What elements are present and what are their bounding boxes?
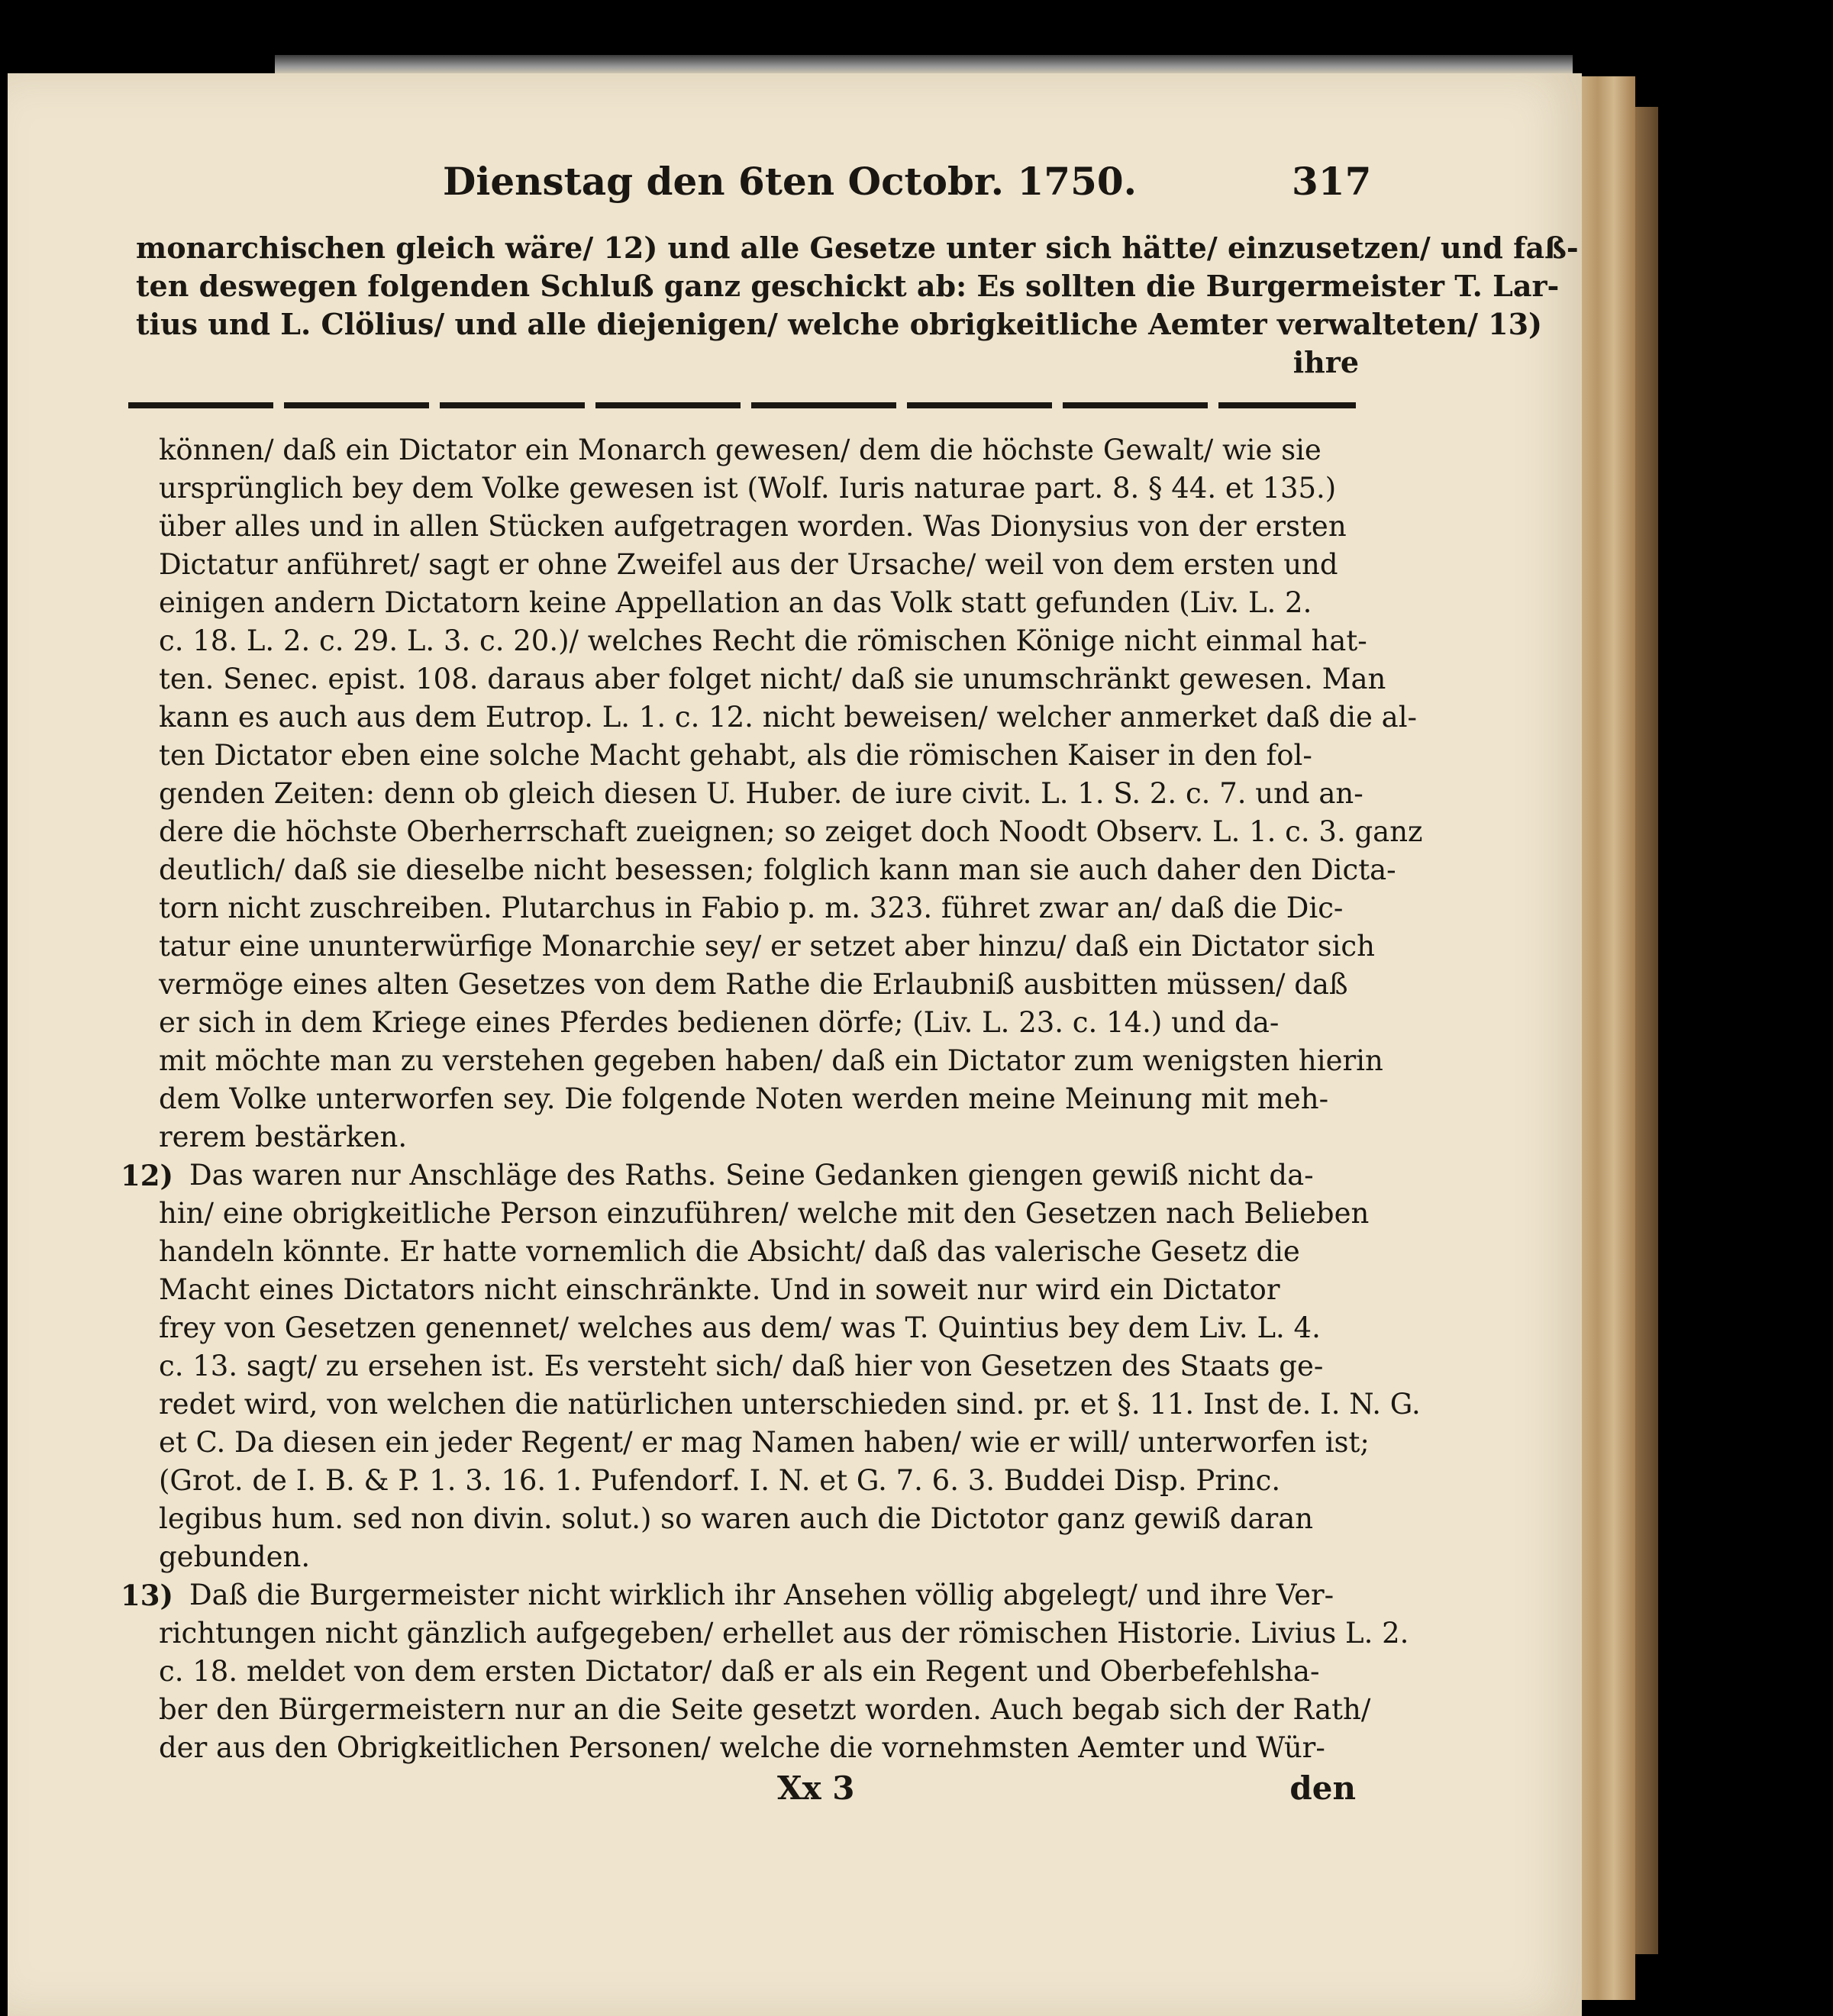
- footnote-line: ber den Bürgermeistern nur an die Seite gesetzt worden. Auch begab sich der Rath/: [159, 1693, 1371, 1726]
- main-line: tius und L. Clölius/ und alle diejenigen/ welche obrigkeitliche Aemter verwalteten/ 13): [136, 307, 1543, 341]
- footnote-line: über alles und in allen Stücken aufgetragen worden. Was Dionysius von der ersten: [159, 510, 1347, 543]
- footnote-line: c. 13. sagt/ zu ersehen ist. Es versteht sich/ daß hier von Gesetzen des Staats ge-: [159, 1350, 1324, 1382]
- footnote-marker: 13): [121, 1579, 173, 1612]
- footnote-line: rerem bestärken.: [159, 1121, 408, 1153]
- page-top-edge: [275, 55, 1573, 75]
- footnote-line: Dictatur anführet/ sagt er ohne Zweifel aus der Ursache/ weil von dem ersten und: [159, 548, 1338, 581]
- book-binding-edge: [1635, 107, 1658, 1954]
- footnote-line: torn nicht zuschreiben. Plutarchus in Fabio p. m. 323. führet zwar an/ daß die Dic-: [159, 892, 1344, 924]
- footnote-line: redet wird, von welchen die natürlichen unterschieden sind. pr. et §. 11. Inst de. I. N. G.: [159, 1388, 1421, 1421]
- footnote-line: dem Volke unterworfen sey. Die folgende Noten werden meine Meinung mit meh-: [159, 1082, 1329, 1115]
- footnote-line: c. 18. L. 2. c. 29. L. 3. c. 20.)/ welches Recht die römischen Könige nicht einmal hat-: [159, 624, 1367, 657]
- footnote-line: er sich in dem Kriege eines Pferdes bedienen dörfe; (Liv. L. 23. c. 14.) und da-: [159, 1006, 1280, 1039]
- footnote-line: der aus den Obrigkeitlichen Personen/ welche die vornehmsten Aemter und Wür-: [159, 1731, 1325, 1764]
- footnote-line: ten. Senec. epist. 108. daraus aber folget nicht/ daß sie unumschränkt gewesen. Man: [159, 663, 1386, 695]
- footnote-line: dere die höchste Oberherrschaft zueignen; so zeiget doch Noodt Observ. L. 1. c. 3. ganz: [159, 815, 1423, 848]
- footnote-line: Macht eines Dictators nicht einschränkte. Und in soweit nur wird ein Dictator: [159, 1273, 1280, 1306]
- signature-mark: Xx 3: [777, 1769, 855, 1807]
- catchword: den: [1289, 1769, 1356, 1807]
- footnote-line: mit möchte man zu verstehen gegeben haben/ daß ein Dictator zum wenigsten hierin: [159, 1044, 1383, 1077]
- footnote-line: tatur eine ununterwürfige Monarchie sey/ er setzet aber hinzu/ daß ein Dictator sich: [159, 930, 1375, 963]
- footnote-line: hin/ eine obrigkeitliche Person einzuführen/ welche mit den Gesetzen nach Belieben: [159, 1197, 1370, 1230]
- footnote-line: kann es auch aus dem Eutrop. L. 1. c. 12. nicht beweisen/ welcher anmerket daß die al-: [159, 701, 1418, 734]
- footnote-line: einigen andern Dictatorn keine Appellation an das Volk statt gefunden (Liv. L. 2.: [159, 586, 1312, 619]
- footnote-line: Das waren nur Anschläge des Raths. Seine Gedanken giengen gewiß nicht da-: [189, 1159, 1314, 1192]
- page-number: 317: [1292, 159, 1372, 204]
- footnote-line: können/ daß ein Dictator ein Monarch gewesen/ dem die höchste Gewalt/ wie sie: [159, 434, 1322, 466]
- page-fore-edge: [1582, 76, 1635, 2000]
- footnote-line: deutlich/ daß sie dieselbe nicht besessen; folglich kann man sie auch daher den Dicta-: [159, 853, 1396, 886]
- footnote-line: legibus hum. sed non divin. solut.) so waren auch die Dictotor ganz gewiß daran: [159, 1502, 1314, 1535]
- footnote-line: gebunden.: [159, 1540, 311, 1573]
- footnote-line: ten Dictator eben eine solche Macht gehabt, als die römischen Kaiser in den fol-: [159, 739, 1312, 772]
- footnote-line: frey von Gesetzen genennet/ welches aus dem/ was T. Quintius bey dem Liv. L. 4.: [159, 1311, 1321, 1344]
- footnote-line: genden Zeiten: denn ob gleich diesen U. Huber. de iure civit. L. 1. S. 2. c. 7. und an-: [159, 777, 1363, 810]
- main-line-catchword: ihre: [1292, 345, 1359, 379]
- footnote-line: vermöge eines alten Gesetzes von dem Rathe die Erlaubniß ausbitten müssen/ daß: [159, 968, 1348, 1001]
- footnote-separator-rule: [128, 402, 1356, 408]
- main-line: monarchischen gleich wäre/ 12) und alle Gesetze unter sich hätte/ einzusetzen/ und faß-: [136, 231, 1579, 265]
- footnote-line: richtungen nicht gänzlich aufgegeben/ erhellet aus der römischen Historie. Livius L. 2.: [159, 1617, 1409, 1650]
- footnote-line: (Grot. de I. B. & P. 1. 3. 16. 1. Pufendorf. I. N. et G. 7. 6. 3. Buddei Disp. Princ.: [159, 1464, 1281, 1497]
- footnote-line: ursprünglich bey dem Volke gewesen ist (Wolf. Iuris naturae part. 8. § 44. et 135.): [159, 472, 1337, 505]
- running-title: Dienstag den 6ten Octobr. 1750.: [443, 159, 1138, 204]
- main-line: ten deswegen folgenden Schluß ganz geschickt ab: Es sollten die Burgermeister T. Lar-: [136, 269, 1560, 303]
- footnote-line: handeln könnte. Er hatte vornemlich die Absicht/ daß das valerische Gesetz die: [159, 1235, 1300, 1268]
- footnote-line: c. 18. meldet von dem ersten Dictator/ daß er als ein Regent und Oberbefehlsha-: [159, 1655, 1320, 1688]
- footnote-marker: 12): [121, 1159, 173, 1192]
- footnote-line: et C. Da diesen ein jeder Regent/ er mag Namen haben/ wie er will/ unterworfen ist;: [159, 1426, 1370, 1459]
- footnote-line: Daß die Burgermeister nicht wirklich ihr Ansehen völlig abgelegt/ und ihre Ver-: [189, 1579, 1334, 1611]
